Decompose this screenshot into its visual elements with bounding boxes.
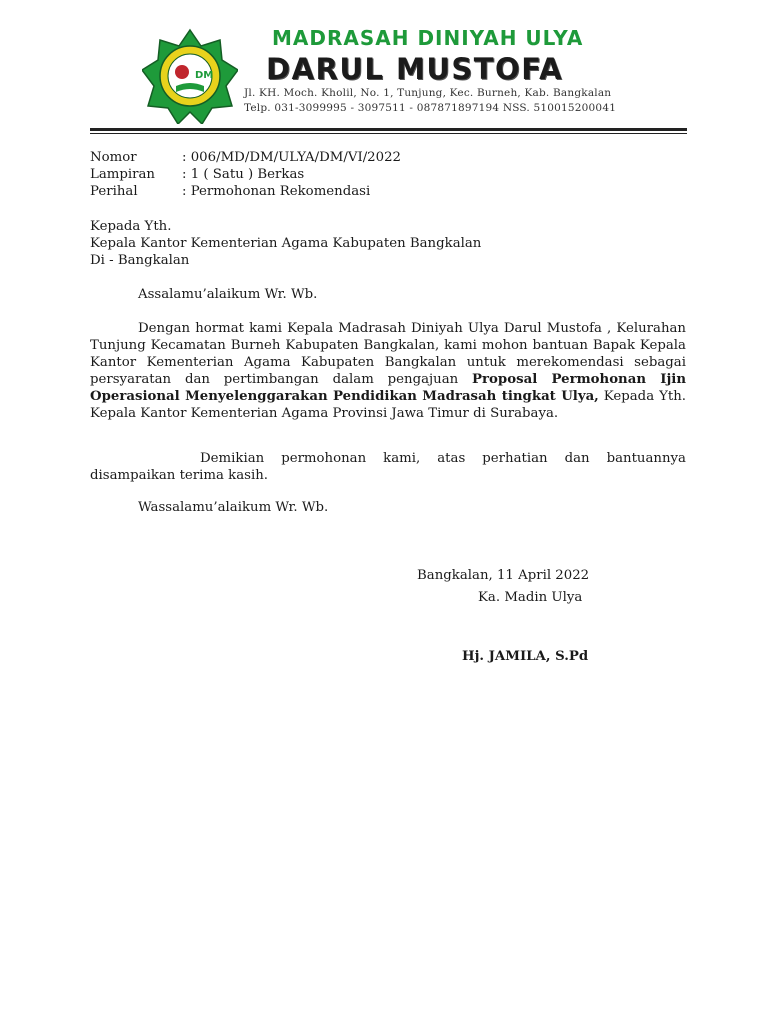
body-paragraph-2 (90, 450, 686, 484)
logo-emblem (175, 65, 189, 79)
school-title: MADRASAH DINIYAH ULYA (272, 26, 584, 50)
school-name: DARUL MUSTOFA (266, 52, 564, 86)
place-date: Bangkalan, 11 April 2022 (417, 568, 590, 583)
paragraph-1-bold: Proposal Permohonan Ijin Operasional Menyelenggarakan Pendidikan Madrasah tingkat Ulya, (90, 372, 686, 404)
closing: Wassalamu’alaikum Wr. Wb. (138, 500, 329, 515)
paragraph-1-start: Dengan hormat kami Kepala Madrasah Diniyah Ulya Darul Mustofa , Kelurahan Tunjung Kecamatan Burneh Kabupaten Bangkalan, kami mohon bantuan Bapak Kepala Kantor Kementerian Agama Kabupaten Bangkalan untuk merekomendasi sebagai persyaratan dan pertimbangan dalam pengajuan (90, 321, 686, 387)
paragraph-2-text: Demikian permohonan kami, atas perhatian dan bantuannya disampaikan terima kasih. (90, 451, 686, 483)
school-address: Jl. KH. Moch. Kholil, No. 1, Tunjung, Kec. Burneh, Kab. Bangkalan (244, 87, 612, 99)
nomor-label: Nomor (90, 150, 137, 165)
lampiran-value: : 1 ( Satu ) Berkas (182, 167, 305, 182)
logo-letters: DM (195, 70, 214, 81)
nomor-value: : 006/MD/DM/ULYA/DM/VI/2022 (182, 150, 402, 165)
greeting: Assalamu’alaikum Wr. Wb. (138, 287, 318, 302)
recipient-line-2: Kepala Kantor Kementerian Agama Kabupaten Bangkalan (90, 236, 482, 251)
paragraph-1-end: Kepada Yth. Kepala Kantor Kementerian Agama Provinsi Jawa Timur di Surabaya. (90, 389, 686, 421)
recipient-line-3: Di - Bangkalan (90, 253, 190, 268)
header-divider-thin (90, 133, 687, 134)
perihal-label: Perihal (90, 184, 138, 199)
body-paragraph-1 (90, 320, 686, 422)
school-logo (142, 28, 238, 124)
lampiran-label: Lampiran (90, 167, 155, 182)
perihal-value: : Permohonan Rekomendasi (182, 184, 371, 199)
signer-name: Hj. JAMILA, S.Pd (462, 649, 589, 664)
recipient-line-1: Kepada Yth. (90, 219, 172, 234)
signer-position: Ka. Madin Ulya (478, 590, 583, 605)
school-contact: Telp. 031-3099995 - 3097511 - 087871897194 NSS. 510015200041 (244, 102, 617, 114)
header-divider-thick (90, 128, 687, 131)
